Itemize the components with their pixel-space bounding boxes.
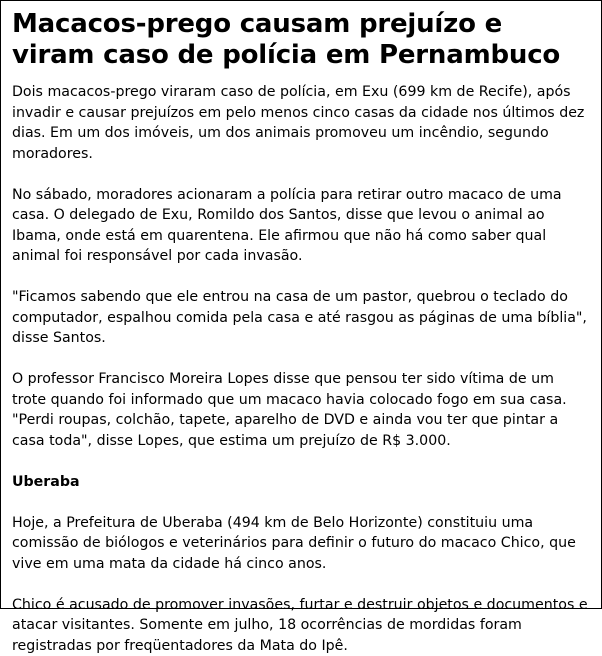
article-paragraph: Chico é acusado de promover invasões, furtar e destruir objetos e documentos e atacar visitantes. Somente em julho, 18 ocorrências de mordidas foram registradas por freqüentadores da Mata do Ipê.	[12, 595, 591, 656]
article-paragraph: Dois macacos-prego viraram caso de polícia, em Exu (699 km de Recife), após invadir e causar prejuízos em pelo menos cinco casas da cidade nos últimos dez dias. Em um dos imóveis, um dos animais promoveu um incêndio, segundo moradores.	[12, 82, 591, 164]
article-paragraph: No sábado, moradores acionaram a polícia para retirar outro macaco de uma casa. O delegado de Exu, Romildo dos Santos, disse que levou o animal ao Ibama, onde está em quarentena. Ele afirmou que não há como saber qual animal foi responsável por cada invasão.	[12, 185, 591, 267]
article-headline: Macacos-prego causam prejuízo e viram caso de polícia em Pernambuco	[12, 9, 591, 71]
article-content	[1, 9, 601, 656]
article-body	[12, 82, 591, 656]
article-paragraph: Hoje, a Prefeitura de Uberaba (494 km de Belo Horizonte) constituiu uma comissão de biólogos e veterinários para definir o futuro do macaco Chico, que vive em uma mata da cidade há cinco anos.	[12, 513, 591, 575]
section-subheading: Uberaba	[12, 472, 591, 493]
article-paragraph: O professor Francisco Moreira Lopes disse que pensou ter sido vítima de um trote quando foi informado que um macaco havia colocado fogo em sua casa. "Perdi roupas, colchão, tapete, aparelho de DVD e ainda vou ter que pintar a casa toda", disse Lopes, que estima um prejuízo de R$ 3.000.	[12, 369, 591, 451]
article-paragraph: "Ficamos sabendo que ele entrou na casa de um pastor, quebrou o teclado do computador, espalhou comida pela casa e até rasgou as páginas de uma bíblia", disse Santos.	[12, 287, 591, 349]
